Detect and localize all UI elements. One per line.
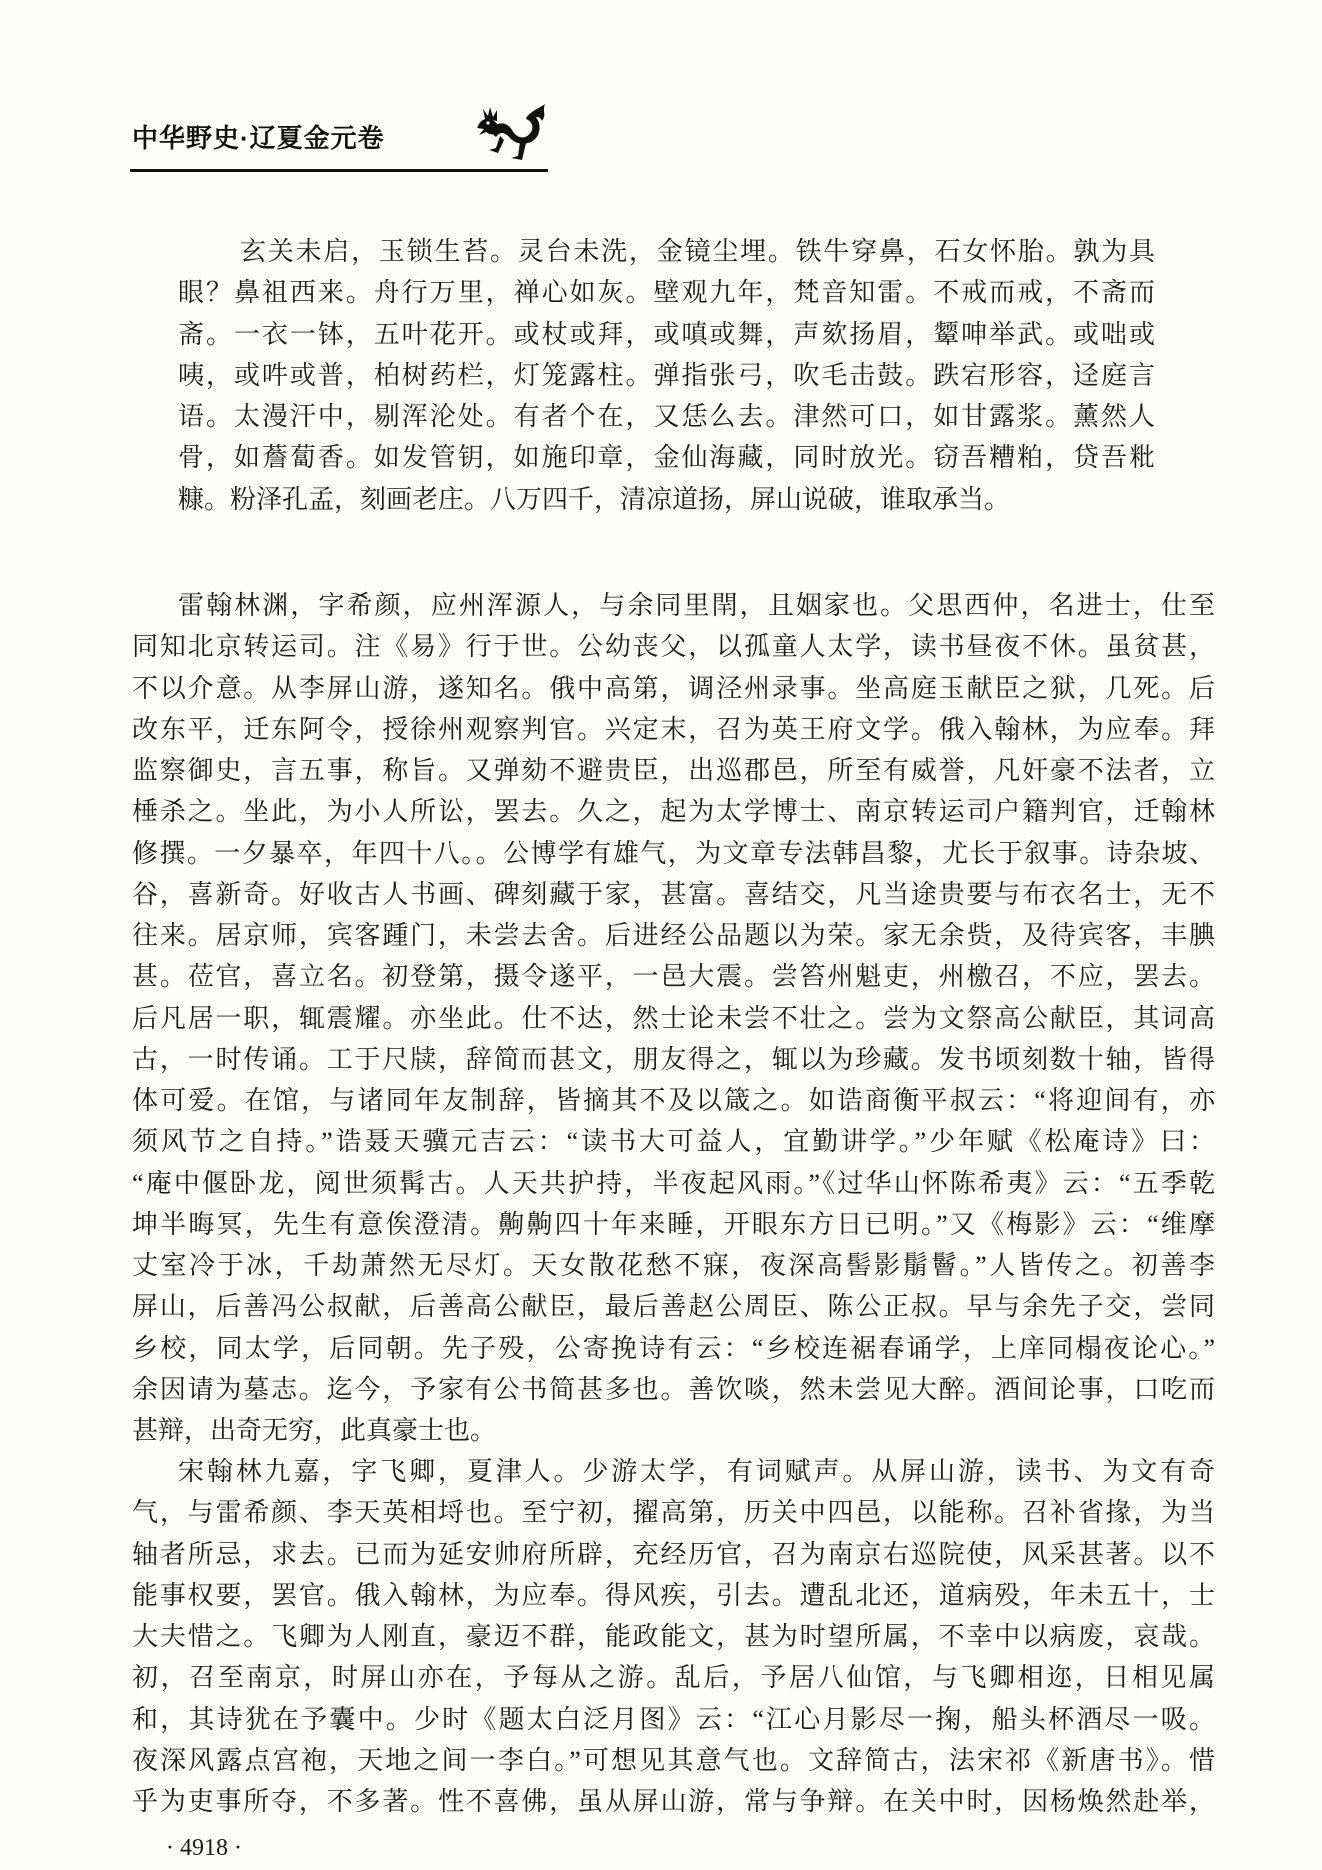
- dragon-head: [477, 119, 498, 135]
- header-rule: [130, 169, 548, 172]
- paragraph-line: 甚辩，出奇无穷，此真豪士也。: [132, 1416, 497, 1445]
- paragraph-line: 往来。居京师，宾客踵门，未尝去舍。后进经公品题以为荣。家无余赀，及待宾客，丰腆: [132, 921, 1215, 950]
- paragraph-line: 雷翰林渊，字希颜，应州浑源人，与余同里閈，且姻家也。父思西仲，名进士，仕至: [178, 591, 1215, 620]
- paragraph-line: 能事权要，罢官。俄入翰林，为应奉。得风疾，引去。遭乱北还，道病殁，年未五十，士: [132, 1580, 1215, 1610]
- paragraph-line: 气，与雷希颜、李天英相埒也。至宁初，擢高第，历关中四邑，以能称。召补省掾，为当: [132, 1498, 1215, 1528]
- paragraph-line: 乡校，同太学，后同朝。先子殁，公寄挽诗有云：“乡校连裾春诵学，上庠同榻夜论心。”: [132, 1333, 1215, 1363]
- paragraph-line: 体可爱。在馆，与诸同年友制辞，皆摘其不及以箴之。如诰商衡平叔云：“将迎间有，亦: [132, 1086, 1215, 1115]
- paragraph-line: 不以介意。从李屏山游，遂知名。俄中高第，调泾州录事。坐高庭玉献臣之狱，几死。后: [132, 673, 1215, 703]
- paragraph-line: “庵中偃卧龙，阅世须髯古。人天共护持，半夜起风雨。”《过华山怀陈希夷》云：“五季乾: [132, 1168, 1215, 1198]
- dragon-hindleg: [511, 142, 526, 160]
- paragraph-line: 乎为吏事所夺，不多著。性不喜佛，虽从屏山游，常与争辩。在关中时，因杨焕然赴举，: [132, 1787, 1215, 1816]
- paragraph-line: 大夫惜之。飞卿为人刚直，豪迈不群，能政能文，甚为时望所属，不幸中以病废，哀哉。: [132, 1622, 1215, 1651]
- paragraph-line: 余因请为墓志。迄今，予家有公书简甚多也。善饮啖，然未尝见大醉。酒间论事，口吃而: [132, 1374, 1215, 1404]
- paragraph-line: 古，一时传诵。工于尺牍，辞简而甚文，朋友得之，辄以为珍藏。发书顷刻数十轴，皆得: [132, 1044, 1215, 1074]
- dragon-eye: [486, 121, 489, 124]
- paragraph-line: 坤半晦冥，先生有意俟澄清。齁齁四十年来睡，开眼东方日已明。”又《梅影》云：“维摩: [132, 1209, 1215, 1239]
- paragraph-line: 宋翰林九嘉，字飞卿，夏津人。少游太学，有词赋声。从屏山游，读书、为文有奇: [178, 1457, 1215, 1486]
- page-number: · 4918 ·: [166, 1835, 242, 1861]
- paragraph-line: 谷，喜新奇。好收古人书画、碑刻藏于家，甚富。喜结交，凡当途贵要与布衣名士，无不: [132, 879, 1215, 909]
- poem-line: 语。太漫汗中，剔浑沦处。有者个在，又恁么去。津然可口，如甘露浆。薰然人: [178, 402, 1155, 431]
- paragraph-line: 甚。莅官，喜立名。初登第，摄令遂平，一邑大震。尝笞州魁吏，州檄召，不应，罢去。: [132, 962, 1215, 992]
- paragraph-line: 夜深风露点宫袍，天地之间一李白。”可想见其意气也。文辞简古，法宋祁《新唐书》。惜: [132, 1745, 1215, 1775]
- paragraph-line: 和，其诗犹在予囊中。少时《题太白泛月图》云：“江心月影尽一掬，船头杯酒尽一吸。: [132, 1704, 1215, 1734]
- poem-line: 斋。一衣一钵，五叶花开。或杖或拜，或嗔或舞，声欬扬眉，颦呻举武。或咄或: [178, 319, 1155, 349]
- paragraph-line: 修撰。一夕暴卒，年四十八。。公博学有雄气，为文章专法韩昌黎，尤长于叙事。诗杂坡、: [132, 838, 1215, 868]
- paragraph-line: 改东平，迁东阿令，授徐州观察判官。兴定末，召为英王府文学。俄入翰林，为应奉。拜: [132, 714, 1215, 744]
- paragraph-line: 须风节之自持。”诰聂天骥元吉云：“读书大可益人，宜勤讲学。”少年赋《松庵诗》曰：: [132, 1127, 1215, 1157]
- paragraph-song-hanlin: [132, 1451, 1215, 1822]
- paragraph-line: 监察御史，言五事，称旨。又弹劾不避贵臣，出巡郡邑，所至有威誉，凡奸豪不法者，立: [132, 756, 1215, 785]
- paragraph-line: 丈室冷于冰，千劫萧然无尽灯。天女散花愁不寐，夜深高髻影鬅鬙。”人皆传之。初善李: [132, 1251, 1215, 1280]
- poem-line: 眼？鼻祖西来。舟行万里，禅心如灰。壁观九年，梵音知雷。不戒而戒，不斋而: [178, 278, 1155, 308]
- paragraph-line: 后凡居一职，辄震耀。亦坐此。仕不达，然士论未尝不壮之。尝为文祭高公献臣，其词高: [132, 1003, 1215, 1033]
- paragraph-line: 屏山，后善冯公叔献，后善高公献臣，最后善赵公周臣、陈公正叔。早与余先子交，尝同: [132, 1292, 1215, 1322]
- paragraph-line: 轴者所忌，求去。已而为延安帅府所辟，充经历官，召为南京右巡院使，风采甚著。以不: [132, 1539, 1215, 1569]
- dragon-icon: [476, 102, 548, 164]
- paragraph-line: 初，召至南京，时屏山亦在，予每从之游。乱后，予居八仙馆，与飞卿相迩，日相见属: [132, 1663, 1215, 1693]
- poem-block: [178, 231, 1155, 520]
- paragraph-line: 同知北京转运司。注《易》行于世。公幼丧父，以孤童人太学，读书昼夜不休。虽贫甚，: [132, 632, 1215, 662]
- poem-line: 糠。粉泽孔孟，刻画老庄。八万四千，清凉道扬，屏山说破，谁取承当。: [178, 484, 1011, 514]
- dragon-foreleg: [489, 136, 504, 153]
- poem-line: 咦，或吽或普，柏树药栏，灯笼露柱。弹指张弓，吹毛击鼓。跌宕形容，迳庭言: [178, 360, 1155, 390]
- running-header-title: 中华野史·辽夏金元卷: [132, 123, 385, 153]
- poem-line: 玄关未启，玉锁生苔。灵台未洗，金镜尘埋。铁牛穿鼻，石女怀胎。孰为具: [240, 237, 1155, 266]
- poem-line: 骨，如薝蔔香。如发管钥，如施印章，金仙海藏，同时放光。窃吾糟粕，贷吾粃: [178, 443, 1155, 473]
- paragraph-line: 棰杀之。坐此，为小人所讼，罢去。久之，起为太学博士、南京转运司户籍判官，迁翰林: [132, 797, 1215, 827]
- paragraph-lei-hanlin: [132, 585, 1215, 1451]
- dragon-mane: [483, 107, 497, 121]
